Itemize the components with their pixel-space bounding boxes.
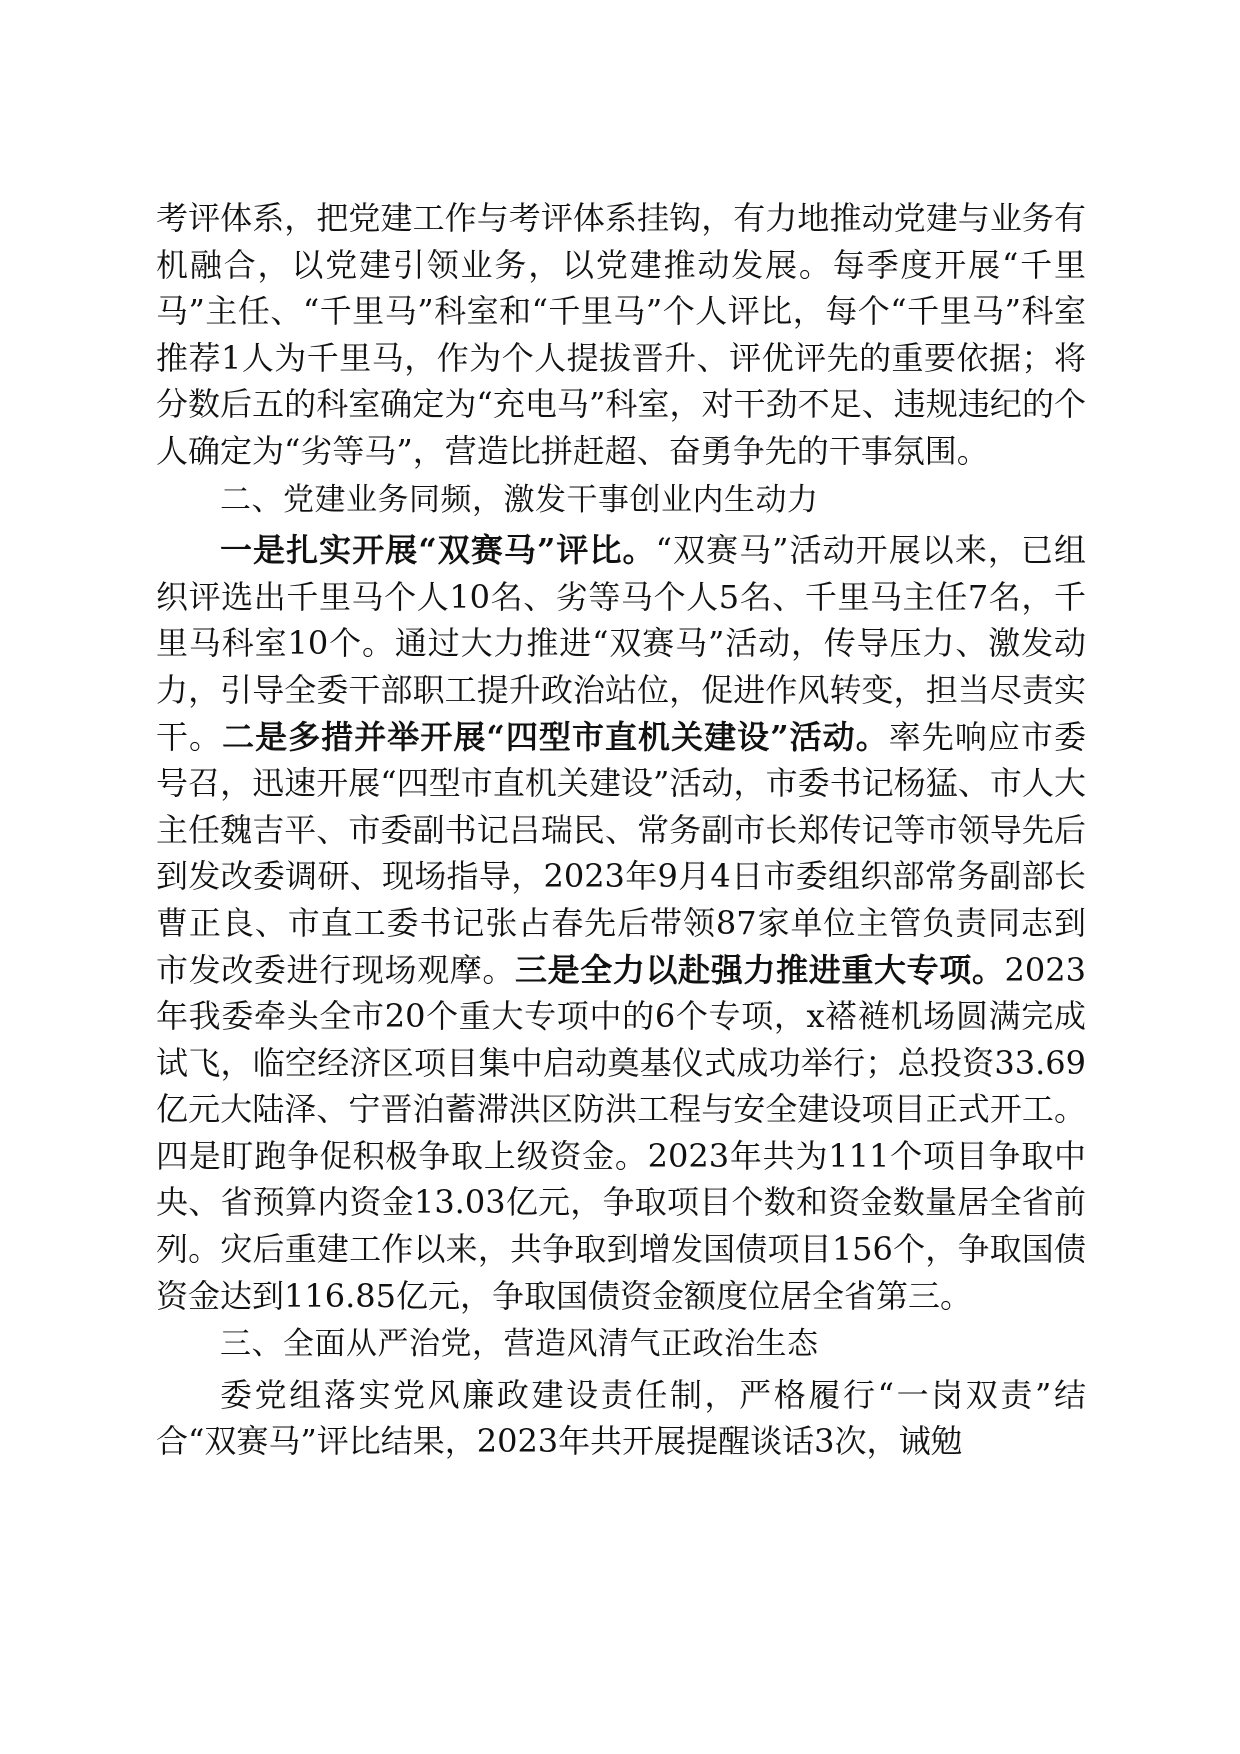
paragraph-section-3: 委党组落实党风廉政建设责任制，严格履行“一岗双责”结合“双赛马”评比结果，2023年共开展提醒谈话3次，诫勉: [156, 1375, 1086, 1461]
bold-lead-2: 二是多措并举开展“四型市直机关建设”活动。: [222, 717, 889, 756]
bold-lead-3: 三是全力以赴强力推进重大专项。: [515, 950, 1005, 989]
paragraph-continuation: 考评体系，把党建工作与考评体系挂钩，有力地推动党建与业务有机融合，以党建引领业务，以党建推动发展。每季度开展“千里马”主任、“千里马”科室和“千里马”个人评比，每个“千里马”科室推荐1人为千里马，作为个人提拔晋升、评优评先的重要依据；将分数后五的科室确定为“充电马”科室，对干劲不足、违规违纪的个人确定为“劣等马”，营造比拼赶超、奋勇争先的干事氛围。: [156, 199, 1086, 470]
section-heading-3: 三、全面从严治党，营造风清气正政治生态: [220, 1326, 819, 1363]
paragraph-text-3: 2023年我委牵头全市20个重大专项中的6个专项，x褡裢机场圆满完成试飞，临空经济区项目集中启动奠基仪式成功举行；总投资33.69亿元大陆泽、宁晋泊蓄滞洪区防洪工程与安全建设项目正式开工。四是盯跑争促积极争取上级资金。2023年共为111个项目争取中央、省预算内资金13.03亿元，争取项目个数和资金数量居全省前列。灾后重建工作以来，共争取到增发国债项目156个，争取国债资金达到116.85亿元，争取国债资金额度位居全省第三。: [156, 950, 1086, 1315]
section-heading-2: 二、党建业务同频，激发干事创业内生动力: [220, 481, 819, 518]
document-body: [156, 195, 1086, 1465]
paragraph-section-2: [156, 527, 1086, 1319]
paragraph-text-1: “双赛马”活动开展以来，已组织评选出千里马个人10名、劣等马个人5名、千里马主任7名，千里马科室10个。通过大力推进“双赛马”活动，传导压力、激发动力，引导全委干部职工提升政治站位，促进作风转变，担当尽责实干。: [156, 531, 1086, 756]
paragraph-text-2: 率先响应市委号召，迅速开展“四型市直机关建设”活动，市委书记杨猛、市人大主任魏吉平、市委副书记吕瑞民、常务副市长郑传记等市领导先后到发改委调研、现场指导，2023年9月4日市委组织部常务副部长曹正良、市直工委书记张占春先后带领87家单位主管负责同志到市发改委进行现场观摩。: [156, 717, 1086, 989]
bold-lead-1: 一是扎实开展“双赛马”评比。: [220, 531, 656, 570]
